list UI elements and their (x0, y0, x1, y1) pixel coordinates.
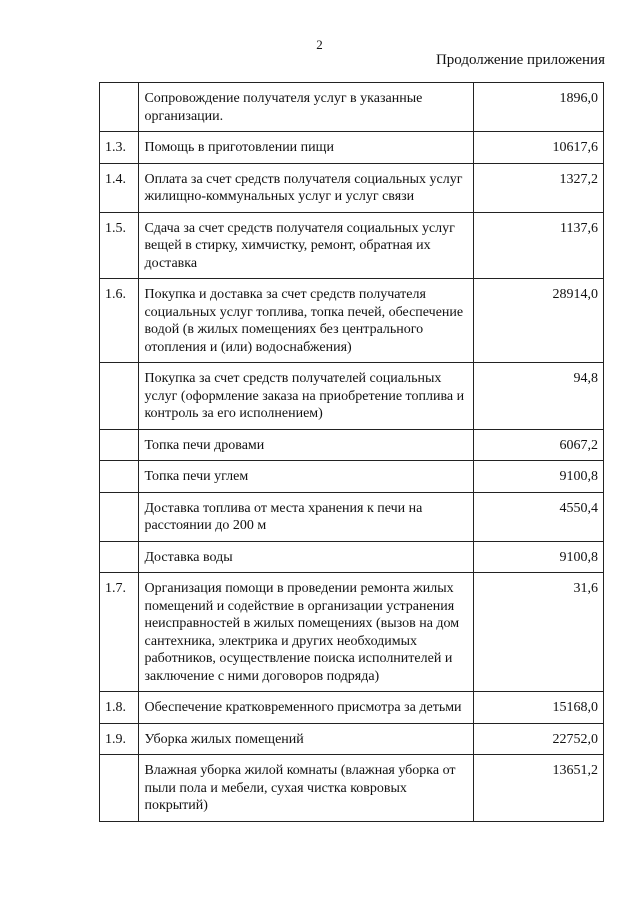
table-row (100, 573, 604, 692)
row-number (100, 492, 139, 541)
page-number: 2 (316, 37, 323, 52)
table-row (100, 723, 604, 755)
table-row (100, 541, 604, 573)
service-value: 6067,2 (474, 429, 604, 461)
service-value: 9100,8 (474, 541, 604, 573)
row-number (100, 541, 139, 573)
row-number: 1.6. (100, 279, 139, 363)
service-value: 22752,0 (474, 723, 604, 755)
service-value: 31,6 (474, 573, 604, 692)
service-name: Покупка и доставка за счет средств получателя социальных услуг топлива, топка печей, обеспечение водой (в жилых помещениях без центрального отопления и (или) водоснабжения) (139, 279, 474, 363)
row-number: 1.7. (100, 573, 139, 692)
service-value: 10617,6 (474, 132, 604, 164)
service-name: Доставка воды (139, 541, 474, 573)
row-number (100, 429, 139, 461)
service-name: Помощь в приготовлении пищи (139, 132, 474, 164)
table-row (100, 132, 604, 164)
service-name: Топка печи дровами (139, 429, 474, 461)
service-value: 4550,4 (474, 492, 604, 541)
table-row (100, 755, 604, 822)
service-value: 1137,6 (474, 212, 604, 279)
service-value: 13651,2 (474, 755, 604, 822)
service-name: Уборка жилых помещений (139, 723, 474, 755)
service-name: Топка печи углем (139, 461, 474, 493)
table-row (100, 279, 604, 363)
service-name: Влажная уборка жилой комнаты (влажная уборка от пыли пола и мебели, сухая чистка ковровых покрытий) (139, 755, 474, 822)
service-name: Обеспечение кратковременного присмотра за детьми (139, 692, 474, 724)
service-value: 94,8 (474, 363, 604, 430)
service-name: Сопровождение получателя услуг в указанные организации. (139, 83, 474, 132)
table-row (100, 492, 604, 541)
service-value: 28914,0 (474, 279, 604, 363)
row-number: 1.5. (100, 212, 139, 279)
row-number (100, 83, 139, 132)
table-row (100, 461, 604, 493)
continuation-label: Продолжение приложения (435, 52, 605, 68)
service-value: 15168,0 (474, 692, 604, 724)
table-row (100, 163, 604, 212)
service-name: Организация помощи в проведении ремонта жилых помещений и содействие в организации устранения неисправностей в жилых помещениях (вызов на дом сантехника, электрика и других необходимых работников, осуществление поиска исполнителей и заключение с ними договоров подряда) (139, 573, 474, 692)
service-name: Доставка топлива от места хранения к печи на расстоянии до 200 м (139, 492, 474, 541)
table-row (100, 692, 604, 724)
service-value: 1327,2 (474, 163, 604, 212)
service-value: 1896,0 (474, 83, 604, 132)
table-row (100, 363, 604, 430)
row-number (100, 461, 139, 493)
row-number (100, 755, 139, 822)
service-name: Сдача за счет средств получателя социальных услуг вещей в стирку, химчистку, ремонт, обратная их доставка (139, 212, 474, 279)
row-number: 1.9. (100, 723, 139, 755)
row-number (100, 363, 139, 430)
services-table (99, 82, 604, 822)
service-name: Покупка за счет средств получателей социальных услуг (оформление заказа на приобретение топлива и контроль за его исполнением) (139, 363, 474, 430)
service-name: Оплата за счет средств получателя социальных услуг жилищно-коммунальных услуг и услуг связи (139, 163, 474, 212)
table-row (100, 212, 604, 279)
table-row (100, 83, 604, 132)
services-table-body (100, 83, 604, 822)
table-row (100, 429, 604, 461)
row-number: 1.4. (100, 163, 139, 212)
row-number: 1.8. (100, 692, 139, 724)
row-number: 1.3. (100, 132, 139, 164)
service-value: 9100,8 (474, 461, 604, 493)
